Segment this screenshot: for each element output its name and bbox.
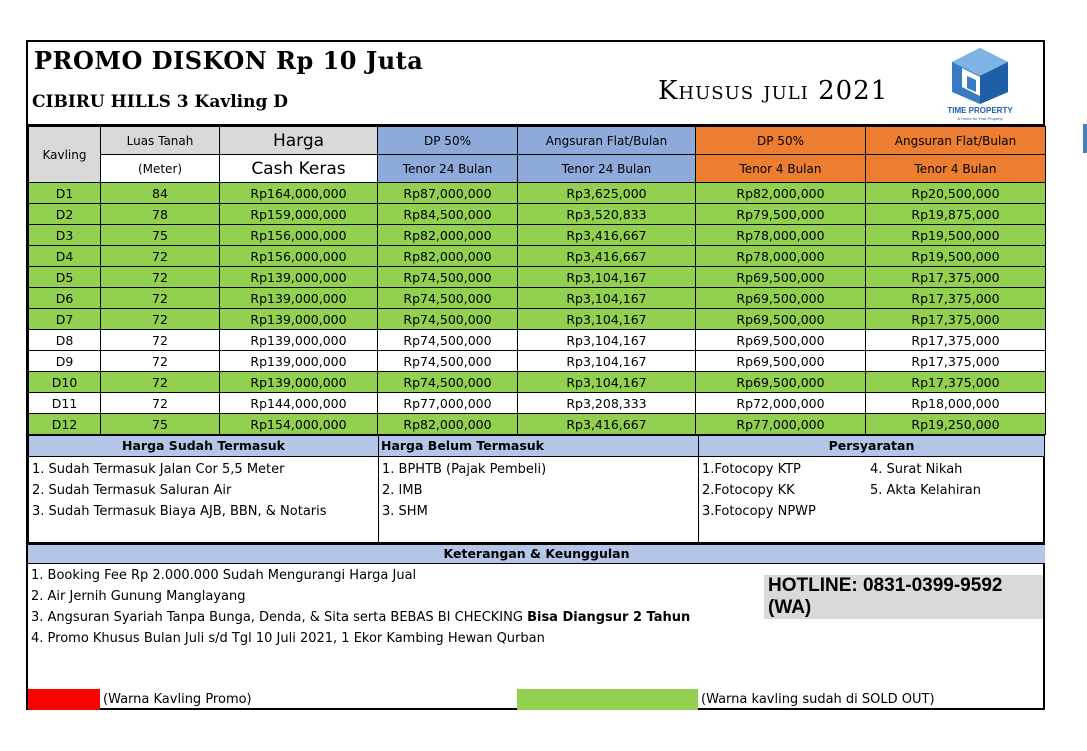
cell-dp4: Rp69,500,000	[696, 288, 866, 309]
cell-ang24: Rp3,104,167	[518, 288, 696, 309]
cell-ang4: Rp18,000,000	[866, 393, 1046, 414]
cell-ang24: Rp3,416,667	[518, 225, 696, 246]
house-cube-icon	[938, 46, 1022, 106]
cell-dp24: Rp74,500,000	[378, 267, 518, 288]
col-dp-24: DP 50%	[378, 127, 518, 155]
cell-harga: Rp156,000,000	[220, 246, 378, 267]
cell-dp24: Rp74,500,000	[378, 288, 518, 309]
termasuk-header: Harga Sudah Termasuk	[28, 435, 379, 457]
cell-luas: 84	[101, 183, 220, 204]
list-item: 3. Sudah Termasuk Biaya AJB, BBN, & Notaris	[32, 504, 327, 519]
table-row	[29, 225, 1046, 246]
cell-kav: D2	[29, 204, 101, 225]
cell-luas: 75	[101, 414, 220, 435]
cell-harga: Rp139,000,000	[220, 288, 378, 309]
col-angsuran-24: Angsuran Flat/Bulan	[518, 127, 696, 155]
cell-ang4: Rp19,250,000	[866, 414, 1046, 435]
cell-kav: D3	[29, 225, 101, 246]
cell-dp4: Rp78,000,000	[696, 246, 866, 267]
cell-dp24: Rp84,500,000	[378, 204, 518, 225]
cell-harga: Rp164,000,000	[220, 183, 378, 204]
cell-dp24: Rp74,500,000	[378, 351, 518, 372]
cell-ang4: Rp19,875,000	[866, 204, 1046, 225]
list-item: 5. Akta Kelahiran	[870, 483, 982, 498]
table-row	[29, 183, 1046, 204]
cell-kav: D5	[29, 267, 101, 288]
price-table	[28, 126, 1046, 435]
syarat-left	[702, 459, 816, 522]
cell-kav: D8	[29, 330, 101, 351]
cell-ang24: Rp3,520,833	[518, 204, 696, 225]
cell-dp4: Rp77,000,000	[696, 414, 866, 435]
cell-harga: Rp139,000,000	[220, 351, 378, 372]
item3-text: 3. Angsuran Syariah Tanpa Bunga, Denda, & Sita serta BEBAS BI CHECKING	[31, 610, 528, 625]
cell-luas: 72	[101, 330, 220, 351]
table-row	[29, 288, 1046, 309]
cell-harga: Rp139,000,000	[220, 309, 378, 330]
belum-list	[378, 457, 699, 543]
cell-ang24: Rp3,104,167	[518, 351, 696, 372]
col-harga-sub: Cash Keras	[220, 155, 378, 183]
khusus-label: Khusus juli 2021	[658, 76, 889, 106]
cell-luas: 72	[101, 393, 220, 414]
cell-luas: 72	[101, 246, 220, 267]
cell-harga: Rp154,000,000	[220, 414, 378, 435]
cell-dp4: Rp69,500,000	[696, 351, 866, 372]
cell-harga: Rp159,000,000	[220, 204, 378, 225]
cell-harga: Rp139,000,000	[220, 267, 378, 288]
page-subtitle: CIBIRU HILLS 3 Kavling D	[32, 92, 289, 112]
cell-harga: Rp139,000,000	[220, 372, 378, 393]
list-item: 1. BPHTB (Pajak Pembeli)	[382, 462, 547, 477]
cell-luas: 72	[101, 288, 220, 309]
cell-dp24: Rp77,000,000	[378, 393, 518, 414]
syarat-right	[870, 459, 981, 501]
legend-sold-label: (Warna kavling sudah di SOLD OUT)	[701, 692, 935, 707]
table-body	[29, 183, 1046, 435]
legend-sold-swatch	[517, 689, 698, 710]
col-dp-24-tenor: Tenor 24 Bulan	[378, 155, 518, 183]
list-item: 3.Fotocopy NPWP	[702, 504, 816, 519]
item3-bold: Bisa Diangsur 2 Tahun	[527, 610, 691, 625]
cell-dp4: Rp72,000,000	[696, 393, 866, 414]
time-property-logo	[938, 46, 1022, 122]
col-kavling: Kavling	[29, 127, 101, 183]
legend-promo-swatch	[28, 689, 100, 710]
cell-ang24: Rp3,416,667	[518, 414, 696, 435]
table-row	[29, 372, 1046, 393]
hotline-badge: HOTLINE: 0831-0399-9592 (WA)	[764, 575, 1043, 619]
cell-ang4: Rp19,500,000	[866, 225, 1046, 246]
col-angsuran-4: Angsuran Flat/Bulan	[866, 127, 1046, 155]
table-row	[29, 393, 1046, 414]
logo-text: TIME PROPERTY	[947, 106, 1013, 115]
cell-ang4: Rp17,375,000	[866, 267, 1046, 288]
cell-dp4: Rp78,000,000	[696, 225, 866, 246]
col-luas-unit: (Meter)	[101, 155, 220, 183]
list-item: 2. IMB	[382, 483, 423, 498]
col-harga: Harga	[220, 127, 378, 155]
list-item: 1. Sudah Termasuk Jalan Cor 5,5 Meter	[32, 462, 285, 477]
cell-kav: D1	[29, 183, 101, 204]
list-item: 2. Air Jernih Gunung Manglayang	[31, 589, 246, 604]
cell-dp24: Rp74,500,000	[378, 372, 518, 393]
cell-kav: D4	[29, 246, 101, 267]
cell-ang4: Rp17,375,000	[866, 351, 1046, 372]
cell-dp4: Rp69,500,000	[696, 267, 866, 288]
cell-luas: 78	[101, 204, 220, 225]
list-item: 1. Booking Fee Rp 2.000.000 Sudah Mengurangi Harga Jual	[31, 568, 417, 583]
cell-ang4: Rp17,375,000	[866, 330, 1046, 351]
table-row	[29, 309, 1046, 330]
cell-dp24: Rp82,000,000	[378, 414, 518, 435]
list-item: 2.Fotocopy KK	[702, 483, 795, 498]
logo-tagline: A Home for Your Property	[957, 116, 1003, 121]
cell-ang4: Rp20,500,000	[866, 183, 1046, 204]
table-row	[29, 351, 1046, 372]
cell-ang4: Rp19,500,000	[866, 246, 1046, 267]
termasuk-list	[28, 457, 379, 543]
cell-dp4: Rp69,500,000	[696, 330, 866, 351]
cell-harga: Rp139,000,000	[220, 330, 378, 351]
edge-marker	[1083, 124, 1087, 153]
cell-ang24: Rp3,208,333	[518, 393, 696, 414]
belum-header: Harga Belum Termasuk	[378, 435, 699, 457]
cell-luas: 72	[101, 267, 220, 288]
cell-luas: 75	[101, 225, 220, 246]
page-title: PROMO DISKON Rp 10 Juta	[34, 46, 424, 75]
cell-luas: 72	[101, 351, 220, 372]
list-item: 1.Fotocopy KTP	[702, 462, 801, 477]
cell-dp4: Rp79,500,000	[696, 204, 866, 225]
cell-harga: Rp156,000,000	[220, 225, 378, 246]
cell-ang24: Rp3,625,000	[518, 183, 696, 204]
cell-kav: D11	[29, 393, 101, 414]
cell-luas: 72	[101, 372, 220, 393]
cell-harga: Rp144,000,000	[220, 393, 378, 414]
cell-kav: D12	[29, 414, 101, 435]
price-sheet	[26, 40, 1045, 710]
cell-dp24: Rp82,000,000	[378, 225, 518, 246]
cell-ang24: Rp3,104,167	[518, 330, 696, 351]
cell-dp24: Rp74,500,000	[378, 330, 518, 351]
col-dp-4-tenor: Tenor 4 Bulan	[696, 155, 866, 183]
table-row	[29, 246, 1046, 267]
cell-dp4: Rp82,000,000	[696, 183, 866, 204]
list-item: 2. Sudah Termasuk Saluran Air	[32, 483, 232, 498]
cell-dp4: Rp69,500,000	[696, 309, 866, 330]
syarat-header: Persyaratan	[698, 435, 1045, 457]
col-luas: Luas Tanah	[101, 127, 220, 155]
col-angsuran-24-tenor: Tenor 24 Bulan	[518, 155, 696, 183]
keterangan-header: Keterangan & Keunggulan	[28, 543, 1045, 564]
list-item: 4. Promo Khusus Bulan Juli s/d Tgl 10 Juli 2021, 1 Ekor Kambing Hewan Qurban	[31, 631, 545, 646]
cell-kav: D7	[29, 309, 101, 330]
syarat-list	[698, 457, 1045, 543]
table-row	[29, 267, 1046, 288]
cell-ang4: Rp17,375,000	[866, 288, 1046, 309]
cell-kav: D9	[29, 351, 101, 372]
table-row	[29, 330, 1046, 351]
list-item	[31, 607, 690, 628]
cell-dp24: Rp82,000,000	[378, 246, 518, 267]
cell-ang24: Rp3,104,167	[518, 267, 696, 288]
list-item: 3. SHM	[382, 504, 428, 519]
cell-luas: 72	[101, 309, 220, 330]
cell-ang4: Rp17,375,000	[866, 309, 1046, 330]
cell-dp24: Rp74,500,000	[378, 309, 518, 330]
table-row	[29, 204, 1046, 225]
cell-kav: D6	[29, 288, 101, 309]
legend-promo-label: (Warna Kavling Promo)	[103, 692, 252, 707]
col-angsuran-4-tenor: Tenor 4 Bulan	[866, 155, 1046, 183]
table-row	[29, 414, 1046, 435]
cell-kav: D10	[29, 372, 101, 393]
cell-dp4: Rp69,500,000	[696, 372, 866, 393]
col-dp-4: DP 50%	[696, 127, 866, 155]
cell-ang24: Rp3,104,167	[518, 309, 696, 330]
cell-ang4: Rp17,375,000	[866, 372, 1046, 393]
keterangan-list	[31, 565, 690, 649]
sheet-header	[28, 42, 1043, 126]
cell-ang24: Rp3,416,667	[518, 246, 696, 267]
cell-dp24: Rp87,000,000	[378, 183, 518, 204]
list-item: 4. Surat Nikah	[870, 462, 963, 477]
cell-ang24: Rp3,104,167	[518, 372, 696, 393]
